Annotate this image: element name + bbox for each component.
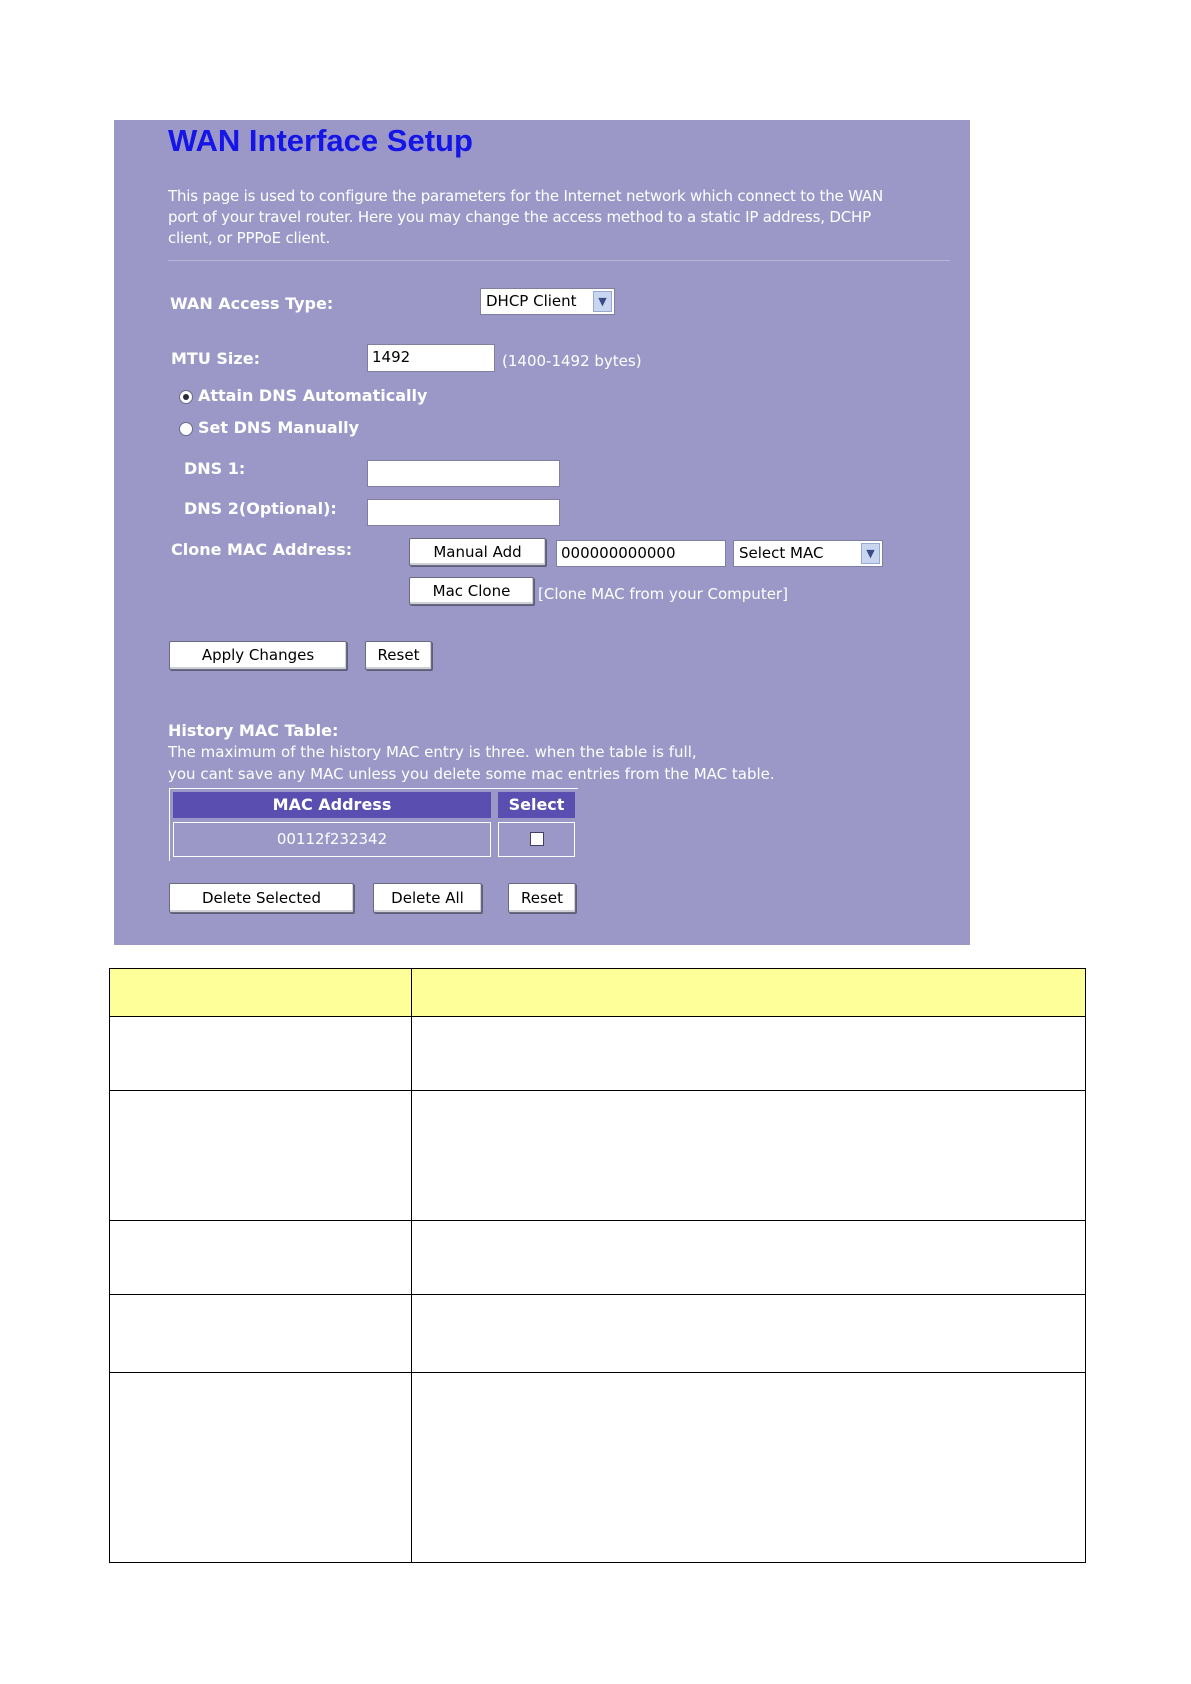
table-cell	[412, 1373, 1085, 1562]
table-cell	[110, 1091, 412, 1220]
table-cell	[110, 1221, 412, 1294]
table-row	[173, 822, 491, 857]
select-mac-value: Select MAC	[739, 544, 824, 562]
description-table-row	[110, 1091, 1085, 1221]
mac-clone-hint: [Clone MAC from your Computer]	[538, 585, 788, 603]
wan-setup-panel	[114, 120, 970, 945]
clone-mac-label: Clone MAC Address:	[171, 540, 353, 559]
table-cell	[110, 1295, 412, 1372]
wan-access-type-select[interactable]	[480, 288, 615, 315]
dns-manual-radio[interactable]	[179, 422, 193, 436]
description-table-row	[110, 1017, 1085, 1091]
dns-auto-radio[interactable]	[179, 390, 193, 404]
header-cell	[110, 969, 412, 1016]
description-table-row	[110, 1221, 1085, 1295]
dns1-label: DNS 1:	[184, 459, 246, 478]
page-title: WAN Interface Setup	[168, 123, 473, 158]
history-mac-table-title: History MAC Table:	[168, 721, 339, 740]
wan-access-type-value: DHCP Client	[486, 292, 577, 310]
table-cell	[412, 1091, 1085, 1220]
mac-address-cell: 00112f232342	[276, 830, 388, 848]
chevron-down-icon: ▼	[593, 291, 612, 312]
history-note-line2: you cant save any MAC unless you delete some mac entries from the MAC table.	[168, 765, 775, 783]
mac-clone-button[interactable]: Mac Clone	[409, 577, 534, 605]
history-note-line1: The maximum of the history MAC entry is three. when the table is full,	[168, 743, 697, 761]
apply-changes-button[interactable]: Apply Changes	[169, 641, 347, 670]
row-select-checkbox[interactable]	[530, 832, 544, 846]
header-cell	[412, 969, 1085, 1016]
mtu-size-label: MTU Size:	[171, 349, 260, 368]
table-cell	[412, 1295, 1085, 1372]
table-cell	[412, 1017, 1085, 1090]
table-cell	[412, 1221, 1085, 1294]
table-cell	[110, 1017, 412, 1090]
divider	[168, 260, 950, 261]
history-mac-table	[169, 788, 578, 861]
column-header-mac-address: MAC Address	[173, 792, 491, 818]
dns-manual-label: Set DNS Manually	[198, 418, 360, 437]
chevron-down-icon: ▼	[861, 543, 880, 564]
select-mac-select[interactable]	[733, 540, 883, 567]
wan-access-type-label: WAN Access Type:	[170, 294, 334, 313]
page-description: This page is used to configure the parameters for the Internet network which connect to the WAN port of your travel router. Here you may change the access method to a static IP address, DCHP client, or PPPoE client.	[168, 187, 883, 247]
dns1-input[interactable]	[367, 460, 560, 487]
dns2-input[interactable]	[367, 499, 560, 526]
reset-button[interactable]: Reset	[365, 641, 432, 670]
mtu-size-hint: (1400-1492 bytes)	[502, 352, 642, 370]
description-table-row	[110, 1295, 1085, 1373]
history-reset-button[interactable]: Reset	[508, 883, 576, 913]
mtu-size-input[interactable]: 1492	[367, 344, 495, 372]
column-header-select: Select	[498, 792, 575, 818]
table-cell	[110, 1373, 412, 1562]
manual-add-button[interactable]: Manual Add	[409, 538, 546, 566]
description-table-row	[110, 1373, 1085, 1562]
mac-address-input[interactable]: 000000000000	[556, 540, 726, 567]
description-table	[109, 968, 1086, 1563]
delete-selected-button[interactable]: Delete Selected	[169, 883, 354, 913]
description-table-header-row	[110, 969, 1085, 1017]
select-cell	[498, 822, 575, 857]
dns-auto-label: Attain DNS Automatically	[198, 386, 428, 405]
delete-all-button[interactable]: Delete All	[373, 883, 482, 913]
dns2-label: DNS 2(Optional):	[184, 499, 337, 518]
